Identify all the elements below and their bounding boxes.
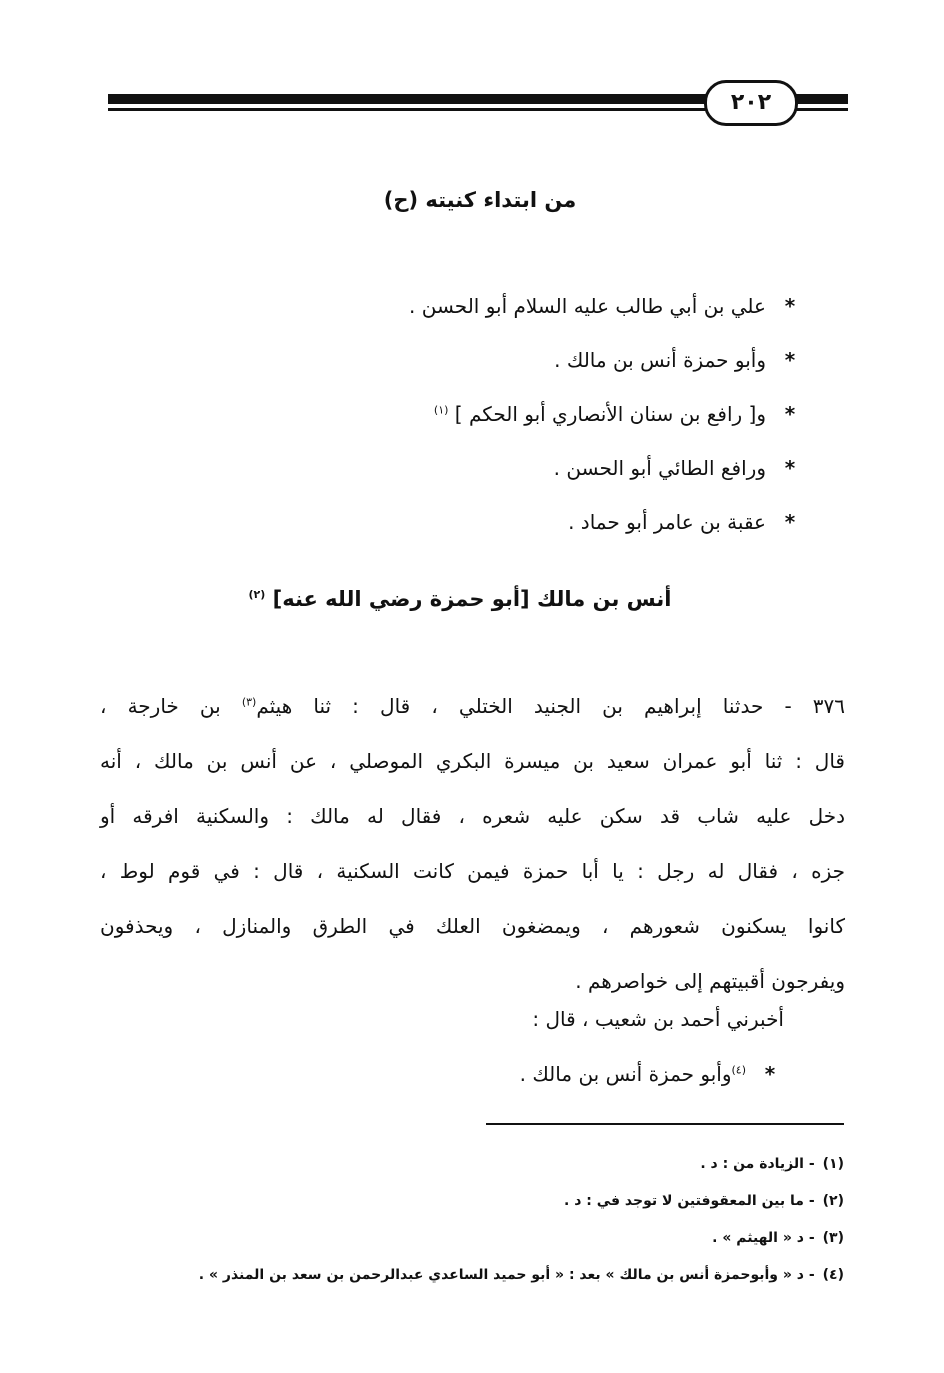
bullet-icon: * — [784, 402, 796, 426]
footnote-item — [124, 1146, 844, 1183]
footnote-item — [124, 1257, 844, 1294]
footnote-ref[interactable]: (٣) — [241, 695, 257, 709]
footnote-text: - الزيادة من : د . — [700, 1156, 815, 1172]
list-item-text: و[ رافع بن سنان الأنصاري أبو الحكم ] — [454, 402, 766, 426]
paragraph-line: ويفرجون أقبيتهم إلى خواصرهم . — [575, 969, 845, 993]
footnote-item — [124, 1183, 844, 1220]
footnote-text: - د « الهيثم » . — [712, 1230, 815, 1246]
footnote-item — [124, 1220, 844, 1257]
footnote-number: (٤) — [822, 1267, 844, 1283]
footnote-ref[interactable]: (١) — [433, 403, 449, 417]
followup-item — [184, 1047, 784, 1102]
list-item — [104, 502, 804, 556]
followup-line: أخبرني أحمد بن شعيب ، قال : — [532, 1007, 784, 1031]
hadith-paragraph — [100, 679, 845, 1009]
footnote-number: (٢) — [822, 1193, 844, 1209]
list-item-text: عقبة بن عامر أبو حماد . — [568, 510, 766, 534]
list-item-text: ورافع الطائي أبو الحسن . — [553, 456, 766, 480]
paragraph-line: كانوا يسكنون شعورهم ، ويمضغون العلك في الطرق والمنازل ، ويحذفون — [100, 914, 845, 938]
section-title-anas — [200, 587, 720, 611]
bullet-icon: * — [764, 1062, 776, 1086]
list-item — [104, 340, 804, 394]
footnote-ref[interactable]: (٤) — [731, 1063, 746, 1077]
bullet-icon: * — [784, 348, 796, 372]
list-item-text: علي بن أبي طالب عليه السلام أبو الحسن . — [409, 294, 766, 318]
paragraph-text: بن خارجة ، — [100, 694, 221, 718]
footnote-number: (١) — [822, 1156, 844, 1172]
paragraph-text: ٣٧٦ - حدثنا إبراهيم بن الجنيد الختلي ، قال : ثنا هيثم — [256, 694, 846, 718]
page-header — [108, 78, 848, 128]
paragraph-line: قال : ثنا أبو عمران سعيد بن ميسرة البكري الموصلي ، عن أنس بن مالك ، أنه — [100, 749, 845, 773]
footnote-text: - د « وأبوحمزة أنس بن مالك » بعد : « أبو حميد الساعدي عبدالرحمن بن سعد بن المنذر » . — [198, 1267, 815, 1283]
footnote-text: - ما بين المعقوفتين لا توجد في : د . — [564, 1193, 815, 1209]
list-item-text: وأبو حمزة أنس بن مالك . — [554, 348, 766, 372]
list-item — [104, 448, 804, 502]
paragraph-line: دخل عليه شاب قد سكن عليه شعره ، فقال له مالك : والسكنية افرقه أو — [100, 804, 845, 828]
footnote-ref[interactable]: (٢) — [248, 588, 266, 601]
followup-item-text: وأبو حمزة أنس بن مالك . — [519, 1062, 732, 1086]
bullet-icon: * — [784, 294, 796, 318]
paragraph-line: جزه ، فقال له رجل : يا أبا حمزة فيمن كانت السكنية ، قال : في قوم لوط ، — [100, 859, 845, 883]
footnote-number: (٣) — [822, 1230, 844, 1246]
section-title-kunya: من ابتداء كنيته (ح) — [383, 188, 577, 212]
kunya-list — [104, 286, 804, 556]
list-item — [104, 286, 804, 340]
paragraph-line — [100, 679, 845, 734]
bullet-icon: * — [784, 456, 796, 480]
list-item — [104, 394, 804, 448]
page-number: ٢٠٢ — [704, 80, 798, 126]
footnote-separator — [486, 1123, 844, 1125]
footnotes-list — [124, 1146, 844, 1294]
section-title-text: أنس بن مالك [أبو حمزة رضي الله عنه] — [272, 587, 672, 611]
bullet-icon: * — [784, 510, 796, 534]
followup-block — [184, 992, 784, 1102]
